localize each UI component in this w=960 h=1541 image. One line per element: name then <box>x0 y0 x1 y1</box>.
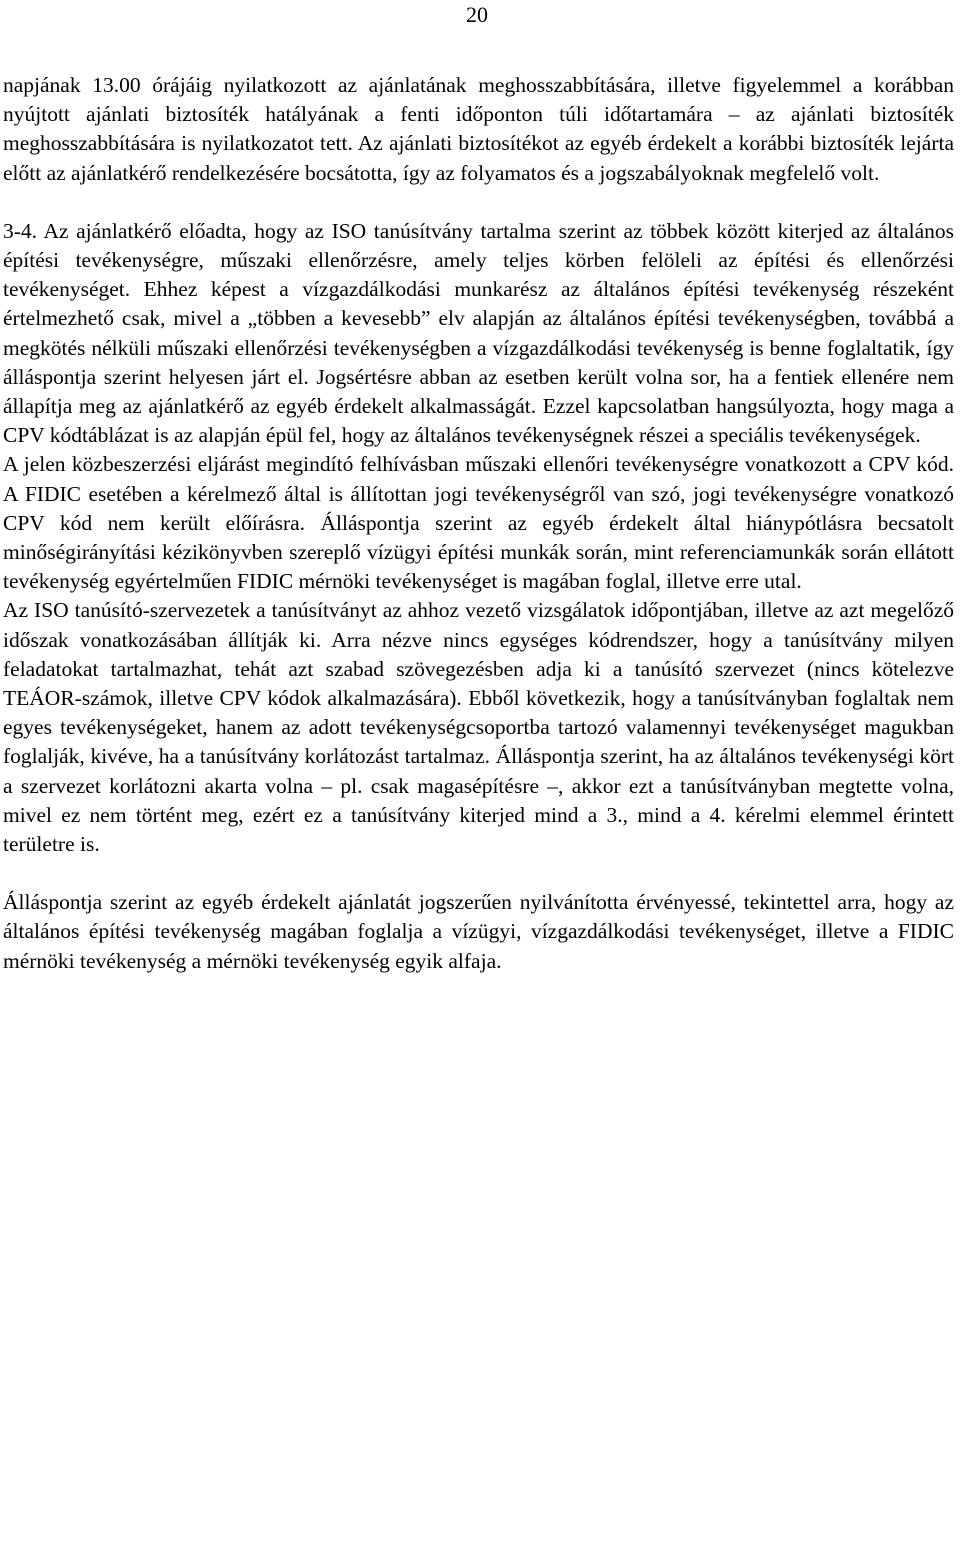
document-body <box>3 71 954 976</box>
paragraph-bid-guarantee: napjának 13.00 órájáig nyilatkozott az ajánlatának meghosszabbítására, illetve figyelemmel a korábban nyújtott ajánlati biztosíték hatályának a fenti időponton túli időtartamára – az ajánlati biztosíték meghosszabbítására is nyilatkozatot tett. Az ajánlati biztosítékot az egyéb érdekelt a korábbi biztosíték lejárta előtt az ajánlatkérő rendelkezésére bocsátotta, így az folyamatos és a jogszabályoknak megfelelő volt. <box>3 73 954 185</box>
paragraph-iso-certificate: 3-4. Az ajánlatkérő előadta, hogy az ISO tanúsítvány tartalma szerint az többek között kiterjed az általános építési tevékenységre, műszaki ellenőrzésre, amely teljes körben felöleli az építési és ellenőrzési tevékenységet. Ehhez képest a vízgazdálkodási munkarész az általános építési tevékenység részeként értelmezhető csak, mivel a „többen a kevesebb” elv alapján az általános építési tevékenységben, továbbá a megkötés nélküli műszaki ellenőrzési tevékenységben a vízgazdálkodási tevékenység is benne foglaltatik, így álláspontja szerint helyesen járt el. Jogsértésre abban az esetben került volna sor, ha a fentiek ellenére nem állapítja meg az ajánlatkérő az egyéb érdekelt alkalmasságát. Ezzel kapcsolatban hangsúlyozta, hogy maga a CPV kódtáblázat is az alapján épül fel, hogy az általános tevékenységnek részei a speciális tevékenységek. <box>3 218 954 448</box>
page-number: 20 <box>466 2 488 27</box>
paragraph-iso-organizations: Az ISO tanúsító-szervezetek a tanúsítványt az ahhoz vezető vizsgálatok időpontjában, illetve az azt megelőző időszak vonatkozásában állítják ki. Arra nézve nincs egységes kódrendszer, hogy a tanúsítvány milyen feladatokat tartalmazhat, tehát azt szabad szövegezésben adja ki a tanúsító szervezet (nincs kötelezve TEÁOR-számok, illetve CPV kódok alkalmazására). Ebből következik, hogy a tanúsítványban foglaltak nem egyes tevékenységeket, hanem az adott tevékenységcsoportba tartozó valamennyi tevékenységet magukban foglalják, kivéve, ha a tanúsítvány korlátozást tartalmaz. Álláspontja szerint, ha az általános tevékenységi kört a szervezet korlátozni akarta volna – pl. csak magasépítésre –, akkor ezt a tanúsítványban megtette volna, mivel ez nem történt meg, ezért ez a tanúsítvány kiterjed mind a 3., mind a 4. kérelmi elemmel érintett területre is. <box>3 598 954 857</box>
paragraph-conclusion: Álláspontja szerint az egyéb érdekelt ajánlatát jogszerűen nyilvánította érvényessé, tekintettel arra, hogy az általános építési tevékenység magában foglalja a vízügyi, vízgazdálkodási tevékenységet, illetve a FIDIC mérnöki tevékenység a mérnöki tevékenység egyik alfaja. <box>3 890 954 973</box>
paragraph-cpv-fidic: A jelen közbeszerzési eljárást megindító felhívásban műszaki ellenőri tevékenységre vonatkozott a CPV kód. A FIDIC esetében a kérelmező által is állítottan jogi tevékenységről van szó, jogi tevékenységre vonatkozó CPV kód nem került előírásra. Álláspontja szerint az egyéb érdekelt által hiánypótlásra becsatolt minőségirányítási kézikönyvben szereplő vízügyi építési munkák során, mint referenciamunkák során ellátott tevékenység egyértelműen FIDIC mérnöki tevékenységet is magában foglal, illetve erre utal. <box>3 452 954 594</box>
